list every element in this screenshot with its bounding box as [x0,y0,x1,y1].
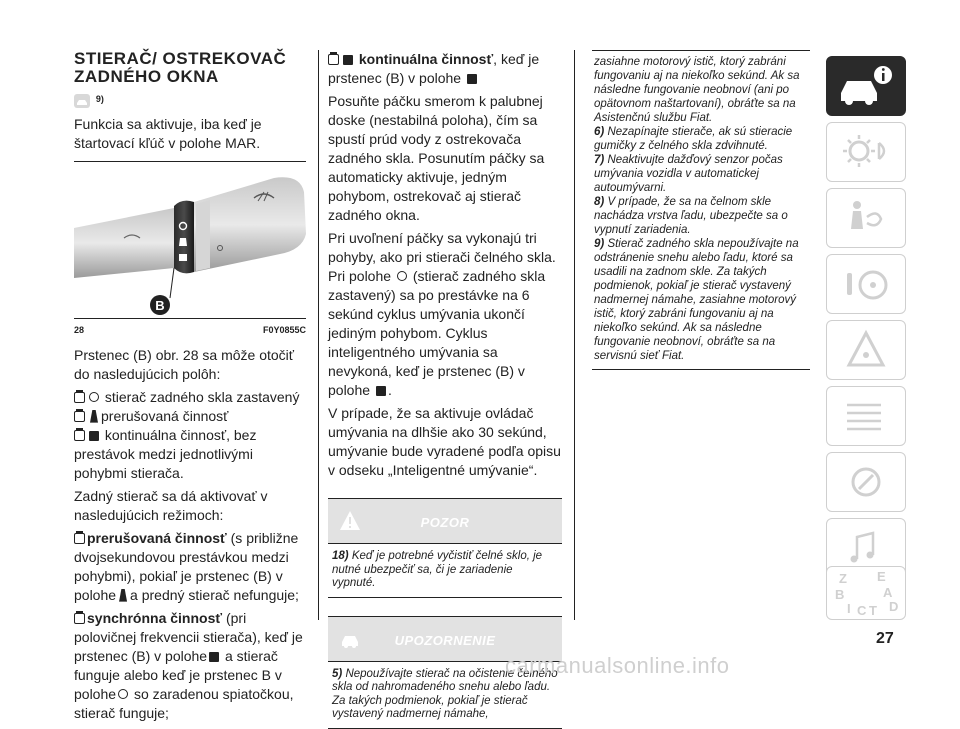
timeout-paragraph: V prípade, že sa aktivuje ovládač umývania na dlhšie ako 30 sekúnd, umývanie bude vyradené podľa opisu v odseku „Inteligentné umývanie“. [328,405,561,478]
page-number: 27 [876,630,894,647]
position-off: stierač zadného skla zastavený [74,388,306,407]
note-7: 7) Neaktivujte dažďový senzor počas umývania vozidla v automatickej autoumývarni. [594,154,783,194]
watermark: carmanualsonline.info [505,653,730,678]
position-intermittent-icon [119,589,127,602]
caution-box [328,498,562,598]
tab-tools[interactable] [826,452,906,512]
bullet-icon [328,54,339,65]
figure-caption [74,321,306,340]
position-off-icon [118,689,128,699]
warning-label: UPOZORNENIE [394,632,496,648]
index-letter: Z [839,571,847,586]
tab-car-info[interactable] [826,56,906,116]
column-divider [574,50,575,620]
mode-continuous: kontinuálna činnosť, keď je prstenec (B) v polohe [328,51,540,86]
position-off-icon [89,392,99,402]
index-letter: E [877,569,886,584]
position-continuous-icon [467,74,477,84]
position-continuous-icon [209,652,219,662]
index-letter: C [857,603,867,618]
section-title [74,50,306,86]
warning-ref-number: 9) [95,94,104,104]
note-8: 8) V prípade, že sa na čelnom skle nachádza vrstva ľadu, ubezpečte sa o vypnutí zariadenia. [594,196,788,236]
wiper-stalk-illustration [74,168,306,318]
position-continuous: kontinuálna činnosť, bez prestávok medzi jednotlivými pohybmi stierača. [74,426,257,481]
column-middle [328,50,562,729]
wrench-car-icon [827,387,905,445]
note-continued: zasiahne motorový istič, ktorý zabráni fungovaniu aj na niekoľko sekúnd. Ak sa následne fungovanie neobnoví (ani po opätovnom naštartovaní), obráťte sa na Asistenčnú službu Fiat. [594,56,800,124]
car-info-icon [827,57,905,115]
alphabet-index-icon [827,567,905,619]
divider [74,161,306,162]
tab-wrench-car[interactable] [826,386,906,446]
position-continuous-icon [89,431,99,441]
position-intermittent-icon [90,410,98,423]
position-continuous-icon [343,55,353,65]
lights-icon [827,123,905,181]
bullet-icon [74,613,85,624]
bullet-icon [74,392,85,403]
stalk-release-paragraph: Pri uvoľnení páčky sa vykonajú tri pohyby, ako pri stierači čelného skla. Pri polohe (stierač zadného skla zastavený) sa po prestávke na 6 sekúnd cyklus umývania ukončí jediným pohybom. Cyklus inteligentného umývania sa nevykoná, keď je prstenec (B) v polohe . [328,230,556,398]
index-letter: T [869,603,877,618]
notes-frame [592,50,810,370]
car-warning-icon [74,94,90,108]
mode-intermittent: prerušovaná činnosť (s približne dvojsekundovou prestávkou medzi pohybmi), pokiaľ je prstenec (B) v polohe a predný stierač nefunguje; [74,529,299,603]
column-left [74,50,306,727]
index-letter: I [847,601,851,616]
caution-header [328,499,562,543]
warning-body: 5) Nepoužívajte stierač na očistenie čelného skla od nahromadeného snehu alebo ľadu. Za takých podmienok, pokiaľ je stierač vystavený nadmernej námahe, [328,661,562,729]
column-divider [318,50,319,620]
index-letter: D [889,599,899,614]
airbag-seat-icon [827,189,905,247]
caution-label: POZOR [420,515,470,530]
tab-alphabet-index[interactable] [826,566,906,620]
tab-lights[interactable] [826,122,906,182]
tab-steering-key[interactable] [826,254,906,314]
warning-triangle-icon [827,321,905,379]
tab-airbag-seat[interactable] [826,188,906,248]
figure-wiper-stalk [74,168,306,318]
tab-warning-triangle[interactable] [826,320,906,380]
intro-paragraph: Funkcia sa aktivuje, iba keď je štartovací kľúč v polohe MAR. [74,115,262,151]
figure-number: 28 [74,324,85,335]
index-letter: A [883,585,893,600]
bullet-icon [74,430,85,441]
steering-key-icon [827,255,905,313]
tools-icon [827,453,905,511]
modes-paragraph: Zadný stierač sa dá aktivovať v nasledujúcich režimoch: [74,487,268,523]
mode-synchronous: synchrónna činnosť (pri polovičnej frekvencii stierača), keď je prstenec (B) v polohe a stierač funguje alebo keď je prstenec B v polohe so zaradenou spiatočkou, stierač funguje; [74,609,303,721]
figure-label-b: B [155,297,165,313]
column-right [592,50,810,370]
bullet-icon [74,411,85,422]
ring-positions-paragraph: Prstenec (B) obr. 28 sa môže otočiť do nasledujúcich polôh: [74,346,295,382]
note-9: 9) Stierač zadného skla nepoužívajte na odstránenie snehu alebo ľadu, ktoré sa usadili na zadnom skle. Za takých podmienok, pokiaľ je stierač vystavený nadmernej námahe, zasiahne motorový istič, ktorý zabráni fungovaniu aj na niekoľko sekúnd. Ak sa následne fungovanie neobnoví, obráťte sa na servisnú sieť Fiat. [594,238,799,362]
bullet-icon [74,533,85,544]
caution-body: 18) Keď je potrebné vyčistiť čelné sklo, je nutné ubezpečiť sa, či je zariadenie vypnuté. [328,543,562,598]
index-letter: B [835,587,845,602]
note-6: 6) Nezapínajte stierače, ak sú stieracie gumičky z čelného skla zdvihnuté. [594,126,793,152]
position-off-icon [397,271,407,281]
position-intermittent: prerušovaná činnosť [74,407,306,426]
position-continuous-icon [376,386,386,396]
title-line-1: STIERAČ/ OSTREKOVAČ [74,49,287,68]
stalk-move-paragraph: Posuňte páčku smerom k palubnej doske (nestabilná poloha), čím sa spustí prúd vody z ostrekovača zadného skla. Posunutím páčky sa automaticky aktivuje, jedným pohybom, ostrekovač aj stierač zadného okna. [328,93,545,223]
figure-code: F0Y0855C [262,324,306,335]
warning-reference [74,90,306,113]
title-line-2: ZADNÉHO OKNA [74,67,219,86]
